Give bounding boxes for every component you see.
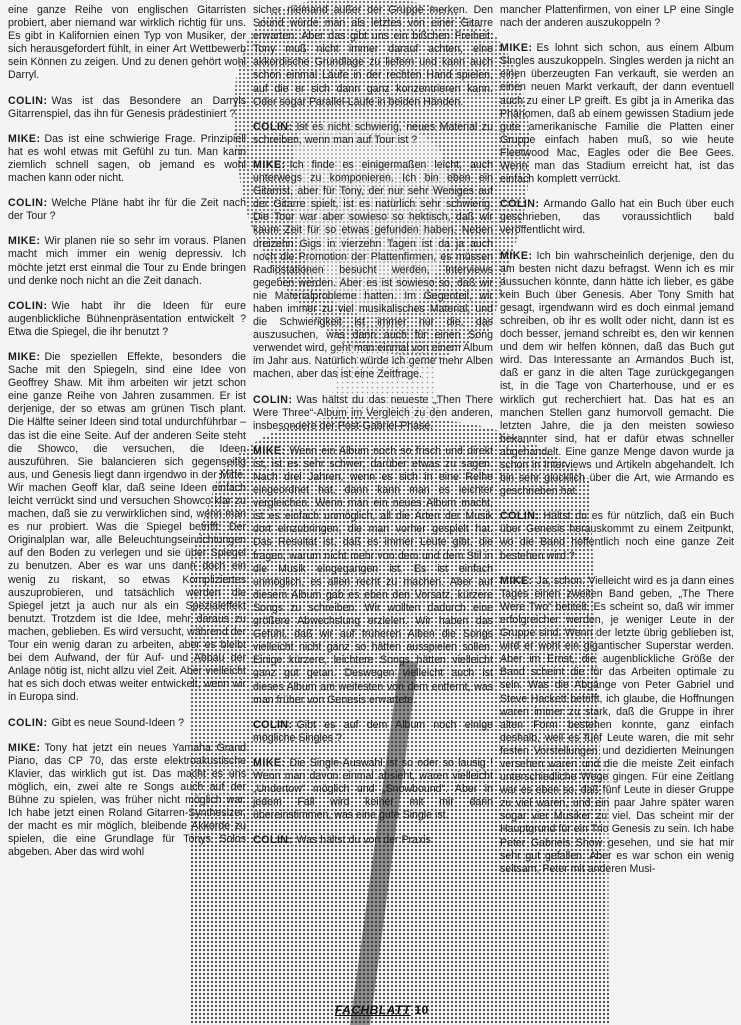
- paragraph-text: Das ist eine schwierige Frage. Prinzipiell hat es wohl etwas mit Gefühl zu tun. Man kann ziemlich schnell sagen, ob jemand es wohl machen kann oder nicht.: [8, 132, 246, 185]
- speaker-label: COLIN:: [253, 834, 293, 847]
- paragraph-text: Ist es nicht schwierig, neues Material zu schreiben, wenn man auf Tour ist ?: [253, 120, 493, 146]
- paragraph-text: Die Single-Auswahl ist so oder so lausig ! Wenn man davon einmal absieht, waren vielleicht „Undertow“ möglich und „Snowbound“. Aber in jedem Fall wird keiner mit mir darin übereinstimmen, was eine gute Single ist.: [253, 756, 493, 822]
- paragraph-text: Ich bin wahrscheinlich derjenige, den du am besten nicht dazu befragst. Wenn ich es mir aussuchen könnte, dann hätte ich lieber, es gäbe kein Buch über Genesis. Aber Tony Smith hat gesagt, irgendwann wird es doch einmal jemand schreiben, ob ihr es wollt oder nicht, dann ist es doch besser, jemand schreibt es, den wir kennen und dem wir helfen können, daß das Buch gut wird. Das Interessante an Armandos Buch ist, daß er ganz in die alten Tage zurückgegangen ist, in die Tage von Charterhouse, und er es wirklich gut recherchiert hat. Das hat es an manchen Stellen ganz humorvoll gemacht. Die letzten Jahre, die ja den meisten sowieso bekannter sind, hat er dafür etwas schneller abgehandelt. Eine ganze Menge davon wurde ja schon in Interviews und Artikeln abgehandelt. Ich bin sehr glücklich über die Art, wie Armando es geschrieben hat.: [500, 249, 734, 498]
- speaker-label: MIKE:: [8, 132, 41, 145]
- paragraph-text: sicher niemand außer der Gruppe merken. Den Sound würde man als letztes von einer Gitarre erwarten. Aber das gibt uns ein bißchen Freiheit. Tony muß nicht immer darauf achten, eine akkordische Grundlage zu liefern und kann auch schon einmal Läufe in der rechten Hand spielen, auf die er sich dann ganz konzentrieren kann. Oder sogar Parallel-Läufe in beiden Händen.: [253, 4, 493, 108]
- paragraph-text: Ja, schon. Vielleicht wird es ja dann eines Tages einen zweiten Band geben, „The There Were Two“ betitelt. Es scheint so, daß wir immer erfolgreicher werden, je weniger Leute in der Gruppe sind. Wenn der letzte übrig geblieben ist, wird er wohl ein gigantischer Superstar werden. Aber im Ernst, die augenblickliche Größe der Band scheint die für das Arbeiten optimale zu sein. Was die Abgänge von Peter Gabriel und Steve Hackett betrifft, ich glaube, die Hoffnungen waren immer zu stark, daß die Gruppe in ihrer alten Form bestehen konnte, ganz einfach deshalb, weil es fünf Leute waren, die mit sehr festen Vorstellungen und dezidierten Meinungen versehen waren und die die meiste Zeit einfach unterschiedliche Wege gingen. Für eine Zeitlang war es eben so, daß fünf Leute in dieser Gruppe zu viel waren, und ein paar Jahre später waren sogar vier Musiker zu viel. Das scheint mir der Hauptgrund für ein Trio Genesis zu sein. Ich habe Peter Gabriels Show gesehen, und sie hat mir sehr gut gefallen. Aber es war schon ein wenig seltsam, Peter mit anderen Musi-: [500, 574, 734, 875]
- speaker-label: COLIN:: [500, 198, 540, 211]
- interview-paragraph: [8, 235, 246, 287]
- text-column-2: [253, 4, 493, 859]
- paragraph-text: Wir planen nie so sehr im voraus. Planen macht mich immer ein wenig depressiv. Ich möchte jetzt erst einmal die Tour zu Ende bringen und denke noch nicht an die Zeit danach.: [8, 235, 246, 287]
- interview-paragraph: [8, 351, 246, 705]
- paragraph-text: mancher Plattenfirmen, von einer LP eine Single nach der anderen auszukoppeln ?: [500, 4, 734, 30]
- interview-paragraph: [253, 445, 493, 707]
- speaker-label: MIKE:: [500, 249, 533, 262]
- interview-paragraph: [8, 197, 246, 223]
- paragraph-text: Gibt es auf dem Album noch einige mögliche Singles ?: [253, 718, 493, 744]
- text-column-1: [8, 4, 246, 871]
- interview-paragraph: [500, 250, 734, 499]
- speaker-label: MIKE:: [500, 574, 533, 587]
- interview-paragraph: [500, 510, 734, 562]
- interview-paragraph: [8, 742, 246, 860]
- interview-paragraph: [253, 121, 493, 147]
- speaker-label: MIKE:: [253, 756, 286, 769]
- interview-paragraph: [253, 394, 493, 433]
- interview-paragraph: [253, 834, 493, 847]
- interview-paragraph: [8, 95, 246, 121]
- interview-paragraph: [500, 42, 734, 186]
- interview-paragraph: [253, 4, 493, 109]
- speaker-label: MIKE:: [253, 444, 286, 457]
- paragraph-text: Es lohnt sich schon, aus einem Album Singles auszukoppeln. Singles werden ja nicht an einen überzeugten Fan verkauft, sie werden an einen neuen Markt verkauft, der dann eventuell auch zu einer LP greift. Es gibt ja in Amerika das Phänomen, daß ab einem gewissen Stadium jede gute amerikanische Familie die Platten einer Gruppe einfach haben muß, so wie heute Fleetwood Mac, Eagles oder die Bee Gees. Wenn man das Stadium erreicht hat, ist das einfach komplett verrückt.: [500, 42, 734, 186]
- paragraph-text: Tony hat jetzt ein neues Yamaha Grand Piano, das CP 70, das erste elektroakustische Klavier, das wirklich gut ist. Das macht es uns möglich, ein, zwei alte re Songs auch auf der Bühne zu spielen, was früher nicht möglich war. Ich habe jetzt einen Roland Gitarren-Synthesizer, der macht es mir möglich, bleibende Akkorde zu spielen, die eine Grundlage für Tonys Solos abgeben. Aber das wird wohl: [8, 741, 246, 859]
- speaker-label: MIKE:: [8, 350, 41, 363]
- text-column-3: [500, 4, 734, 888]
- speaker-label: COLIN:: [8, 94, 48, 107]
- speaker-label: MIKE:: [8, 741, 41, 754]
- interview-paragraph: [253, 719, 493, 745]
- paragraph-text: Wenn ein Album noch so frisch und direkt ist, ist es sehr schwer, darüber etwas zu sagen. Nach drei Jahren, wenn es sich in eine Reihe eingeordnet hat, dann kann man es leichter vergleichen. Wenn man ein neues Album macht, ist es einfach unmöglich, all die Arten der Musik dort einzubringen, die man vorher gespielt hat. Das Resultat ist, daß es immer Leute gibt, die fragen, warum nicht mehr von dem und dem Stil in die Musik eingegangen ist. Es ist einfach unmöglich, es allen recht zu machen. Aber auf diesem Album gab es eben den Vorsatz, kürzere Songs zu schreiben. Wir wollten dadurch eine größere Abwechslung erzielen. Wir haben das Gefühl, daß wir auf früheren Alben die Songs vielleicht nicht ganz so hätten ausspielen sollen. Einige kürzere, leichtere Songs hätten vielleicht ganz gut getan. Deswegen vielleicht auch ist dieses Album am weitesten von dem entfernt, was man früher von Genesis erwartete.: [253, 444, 493, 706]
- speaker-label: COLIN:: [8, 197, 48, 210]
- interview-paragraph: [8, 717, 246, 730]
- paragraph-text: Was hältst du von der Praxis: [296, 834, 431, 847]
- interview-paragraph: [500, 4, 734, 30]
- paragraph-text: Die speziellen Effekte, besonders die Sache mit den Spiegeln, sind eine Idee von Geoffrey Shaw. Mit ihm arbeiten wir jetzt schon eine ganze Reihe von Jahren zusammen. Er ist derjenige, der so etwas am grünen Tisch plant. Die Hälfte seiner Ideen sind total undurchführbar – das ist die eine Seite. Auf der anderen Seite steht die Showco, die versuchen, die Ideen auszuführen. Sie balancieren sich gegenseitig aus, und Genesis liegt dann irgendwo in der Mitte. Wir machen Geoff klar, daß seine Ideen einfach leicht verrückt sind und versuchen Showco klar zu machen, daß sie zu verwirklichen sind, wenn man es nur probiert. Was die Spiegel betrifft: Der Originalplan war, alle Beleuchtungseinrichtungen auf den Boden zu verlegen und sie über Spiegel zu benutzen. Aber es war uns dann doch ein wenig zu riskant, so etwas Kompliziertes auszuprobieren, und tatsächlich werden die Spiegel jetzt ja auch nur als ein Spezialeffekt benutzt. Trotzdem ist die Idee, mehr daraus zu machen, geblieben. Es wird versucht, während der Tour ein wenig daran zu arbeiten, aber es bleibt bei dem Aufwand, der für Auf- und Abbau der Anlage nötig ist, nicht allzu viel Zeit. Aber vielleicht hat es sich doch etwas weiter entwickelt, wenn wir in Europa sind.: [8, 350, 246, 704]
- paragraph-text: Ich finde es einigermaßen leicht, auch unterwegs zu komponieren. Ich bin eben ein Gitarrist, aber für Tony, der nur sehr Weniges auf der Gitarre spielt, ist es natürlich sehr schwierig. Die Tour war aber sowieso so hektisch, daß wir kaum Zeit für so etwas gefunden haben. Neben dreizehn Gigs in vierzehn Tagen ist da ja auch noch die Promotion der Plattenfirmen, es müssen Radiostationen besucht werden, Interviews gegeben werden. Aber es ist sowieso so, daß wir nie Materialprobleme hatten. Im Gegenteil, wir haben immer zu viel musikalisches Material, und die Schwierigkeit ist immer nur die, das auszusuchen, was dann auch für einen Song verwendet wird, geht man einmal von einem Album im Jahr aus. Natürlich würde ich gerne mehr Alben machen, aber das ist eine Zeitfrage.: [253, 158, 493, 381]
- page-number: 10: [414, 1003, 429, 1017]
- paragraph-text: Was ist das Besondere an Darryls Gitarrenspiel, das ihn für Genesis prädestiniert ?: [8, 94, 246, 120]
- paragraph-text: eine ganze Reihe von englischen Gitarristen probiert, aber niemand war wirklich richtig für uns. Es gibt in Kalifornien einen Typ von Musiker, der sich herausgefordert fühlt, in einer Art Wettbewerb sein Können zu zeigen. Und zu denen gehört wohl Darryl.: [8, 4, 246, 82]
- interview-paragraph: [253, 159, 493, 382]
- paragraph-text: Was hältst du das neueste „Then There Were Three“-Album im Vergleich zu den anderen, insbesondere der Post-Gabriel-Phase.: [253, 393, 493, 432]
- interview-paragraph: [253, 757, 493, 822]
- interview-paragraph: [8, 4, 246, 83]
- paragraph-text: Wie habt ihr die Ideen für eure augenblickliche Bühnenpräsentation entwickelt ? Etwa die Spiegel, die ihr benutzt ?: [8, 299, 246, 338]
- speaker-label: COLIN:: [253, 120, 293, 133]
- speaker-label: COLIN:: [500, 510, 540, 523]
- speaker-label: MIKE:: [253, 158, 286, 171]
- speaker-label: MIKE:: [500, 42, 533, 55]
- interview-paragraph: [500, 575, 734, 876]
- speaker-label: MIKE:: [8, 235, 41, 248]
- interview-paragraph: [500, 198, 734, 237]
- paragraph-text: Armando Gallo hat ein Buch über euch geschrieben, das voraussichtlich bald veröffentlicht wird.: [500, 198, 734, 237]
- speaker-label: COLIN:: [253, 393, 293, 406]
- paragraph-text: Hältst du es für nützlich, daß ein Buch über Genesis herauskommt zu einem Zeitpunkt, wo die Band hoffentlich noch eine ganze Zeit bestehen wird ?: [500, 510, 734, 562]
- publication-name: FACHBLATT: [335, 1003, 411, 1017]
- speaker-label: COLIN:: [8, 299, 48, 312]
- speaker-label: COLIN:: [8, 716, 48, 729]
- interview-paragraph: [8, 300, 246, 339]
- page-footer: [335, 1003, 429, 1017]
- speaker-label: COLIN:: [253, 718, 293, 731]
- paragraph-text: Gibt es neue Sound-Ideen ?: [51, 716, 185, 729]
- interview-paragraph: [8, 133, 246, 185]
- paragraph-text: Welche Pläne habt ihr für die Zeit nach der Tour ?: [8, 197, 246, 223]
